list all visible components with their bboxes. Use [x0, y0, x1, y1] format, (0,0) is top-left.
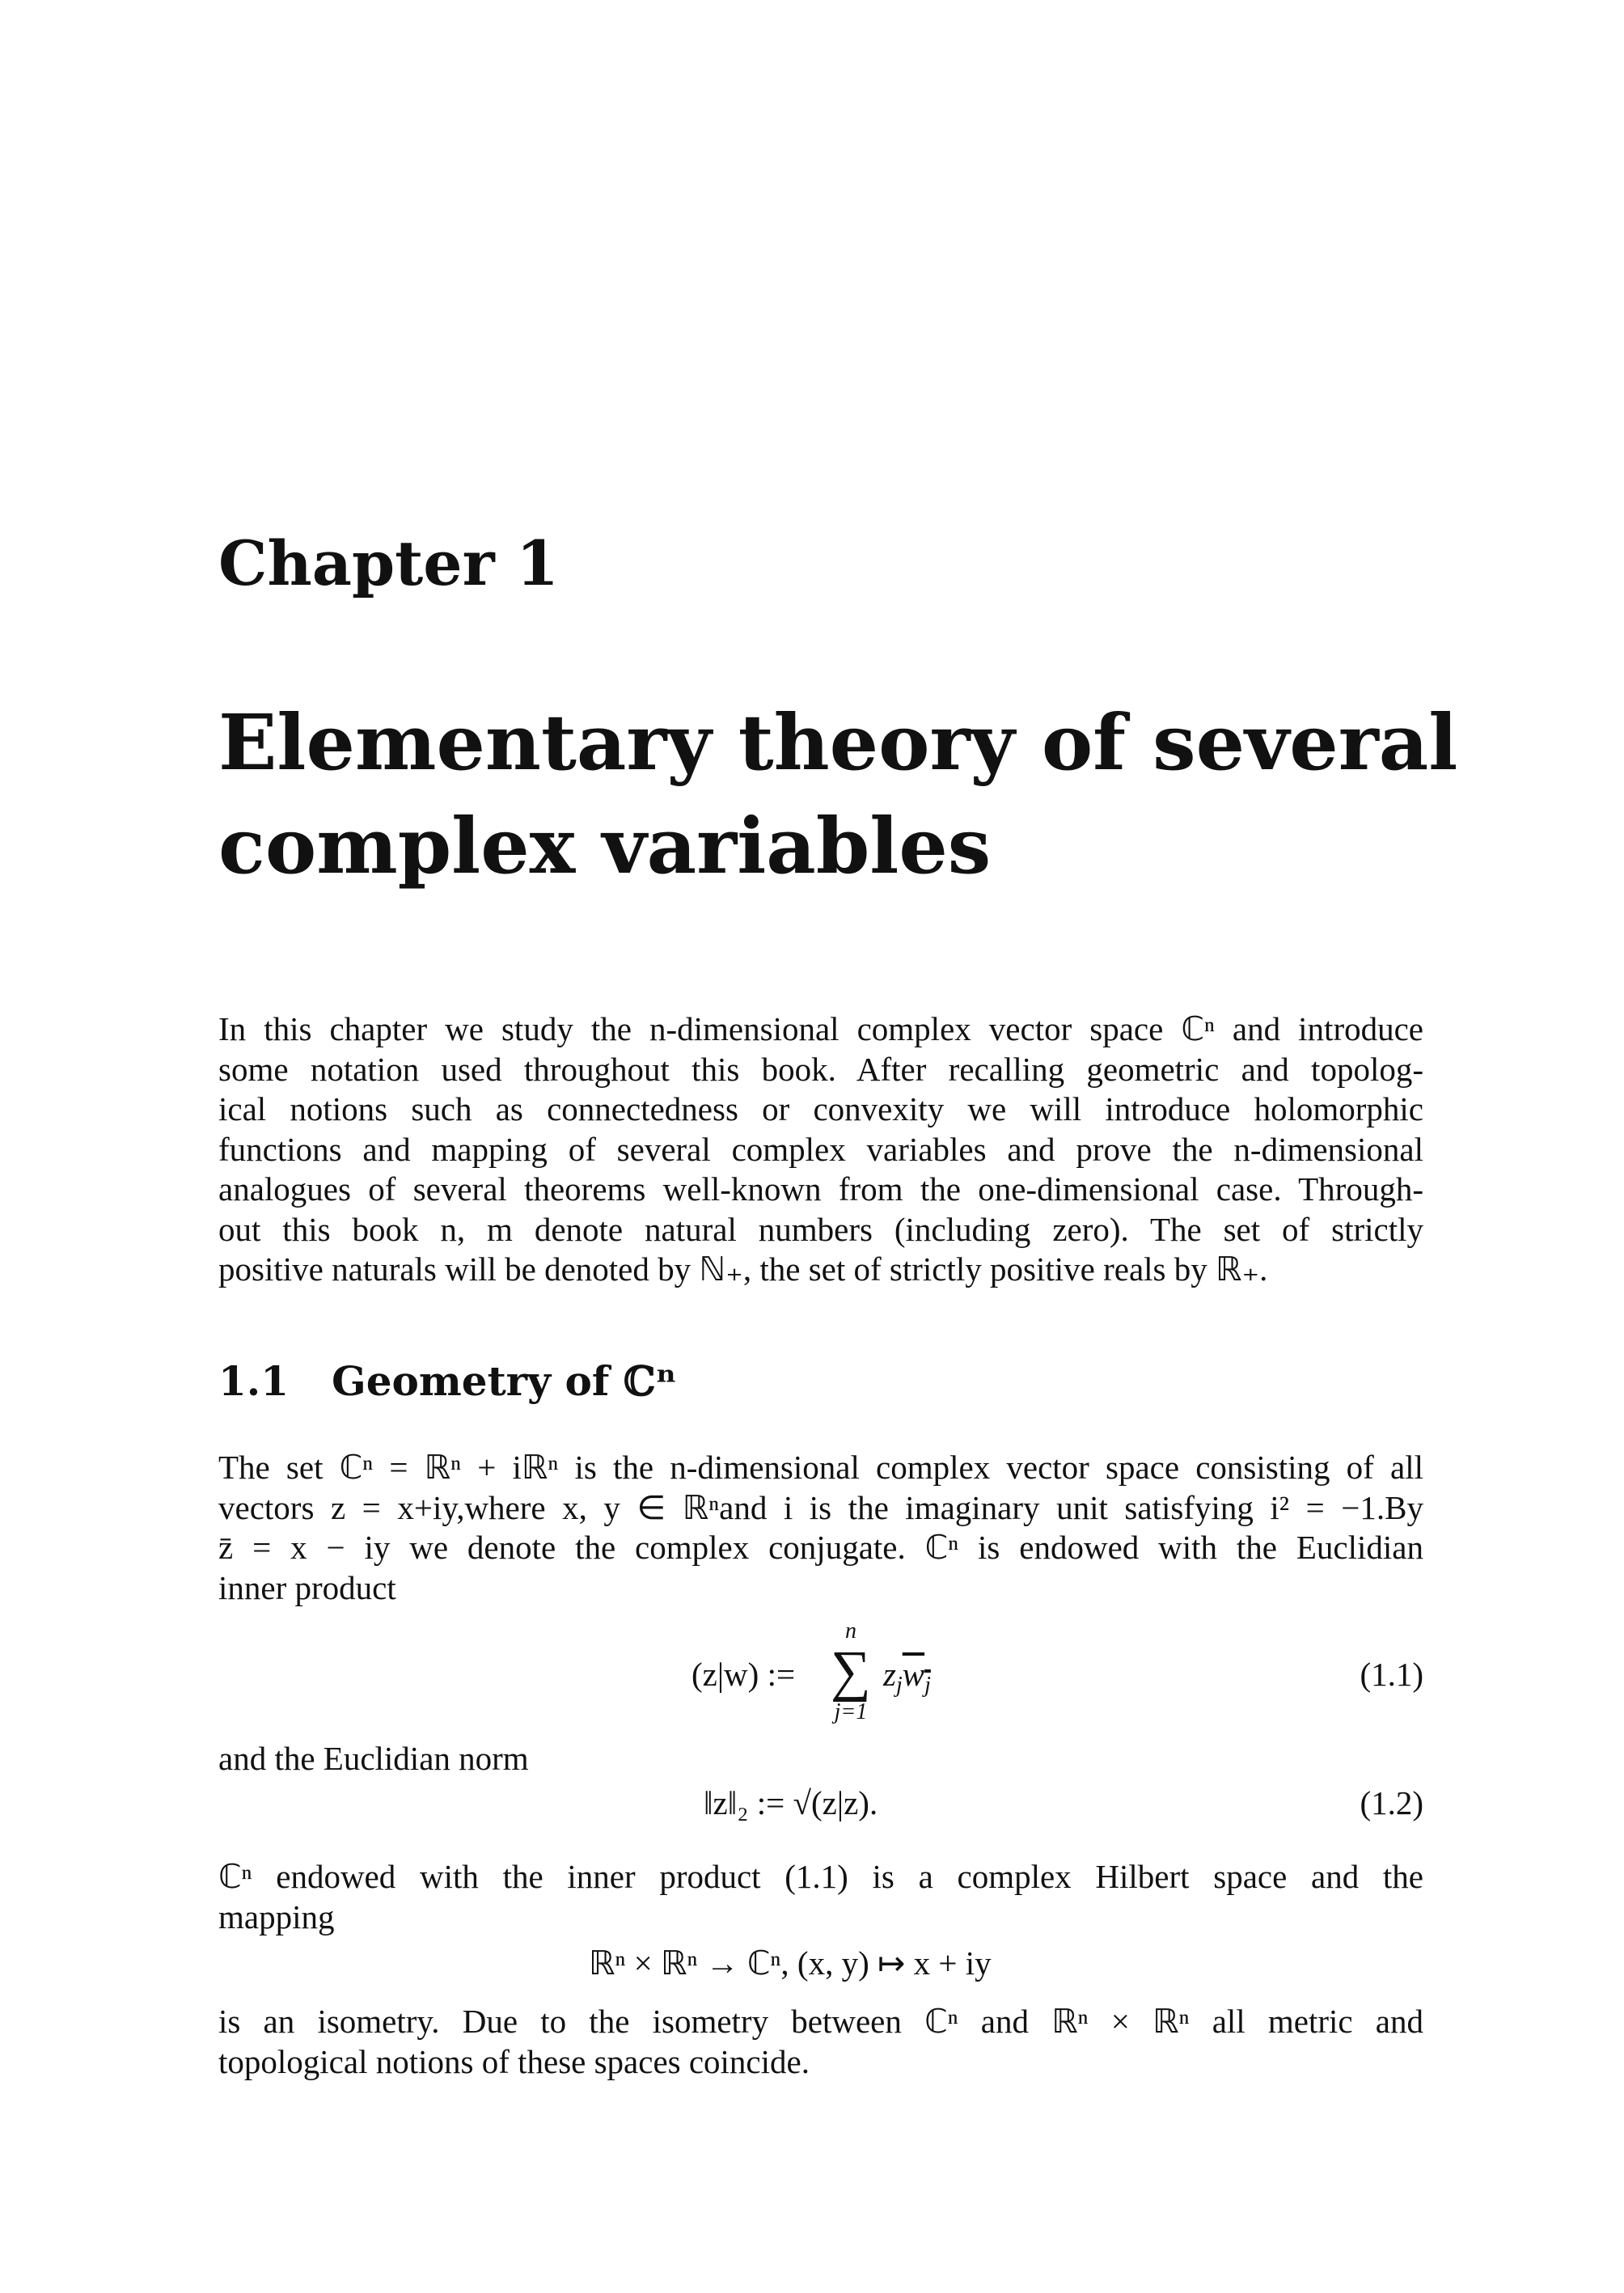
eq1-w-sub: j	[924, 1673, 931, 1698]
intro-paragraph	[218, 1009, 1423, 1290]
eq1-w-bar	[902, 1656, 931, 1698]
intro-line: In this chapter we study the n-dimensional complex vector space ℂⁿ and introduce	[218, 1010, 1423, 1047]
hilbert-line: mapping	[218, 1897, 335, 1936]
intro-line: positive naturals will be denoted by ℕ₊, the set of strictly positive reals by ℝ₊.	[218, 1250, 1268, 1288]
section-line: vectors z = x+iy,where x, y ∈ ℝⁿand i is the imaginary unit satisfying i² = −1.By	[218, 1488, 1423, 1526]
intro-line: functions and mapping of several complex variables and prove the n-dimensional	[218, 1130, 1423, 1168]
section-paragraph	[218, 1448, 1423, 1608]
equation-1-2	[218, 1783, 1423, 1832]
intro-line: some notation used throughout this book. After recalling geometric and topolog-	[218, 1050, 1423, 1088]
equation-1-1	[218, 1618, 1423, 1731]
hilbert-line: ℂⁿ endowed with the inner product (1.1) is a complex Hilbert space and the	[218, 1858, 1423, 1895]
eq1-sigma: ∑	[831, 1640, 871, 1703]
eq1-lower-limit: j=1	[834, 1699, 868, 1724]
section-line: The set ℂⁿ = ℝⁿ + iℝⁿ is the n-dimensional complex vector space consisting of all	[218, 1449, 1423, 1486]
norm-intro-line: and the Euclidian norm	[218, 1740, 529, 1777]
eq1-upper-limit: n	[845, 1618, 856, 1644]
section-line: inner product	[218, 1568, 396, 1606]
eq1-lhs: (z|w) :=	[691, 1656, 796, 1693]
hilbert-paragraph	[218, 1857, 1423, 1937]
eq1-number: (1.1)	[1360, 1656, 1423, 1693]
eq2-number: (1.2)	[1360, 1784, 1423, 1821]
section-title: Geometry of ℂⁿ	[332, 1357, 677, 1405]
section-number: 1.1	[218, 1357, 289, 1405]
section-heading	[218, 1357, 677, 1406]
section-line: z̄ = x − iy we denote the complex conjugate. ℂⁿ is endowed with the Euclidian	[218, 1529, 1423, 1566]
intro-line: ical notions such as connectedness or convexity we will introduce holomorphic	[218, 1090, 1423, 1127]
chapter-title-line: Elementary theory of several	[218, 698, 1458, 788]
norm-intro	[218, 1739, 1423, 1779]
eq1-z-sub: j	[895, 1673, 903, 1698]
intro-line: out this book n, m denote natural numbers (including zero). The set of strictly	[218, 1210, 1423, 1248]
chapter-label: Chapter 1	[218, 527, 559, 599]
chapter-title	[218, 692, 1458, 899]
eq1-w: w	[902, 1656, 925, 1693]
final-line: topological notions of these spaces coincide.	[218, 2042, 810, 2080]
eq1-rhs	[883, 1655, 931, 1699]
mapping-display	[218, 1944, 1423, 1988]
final-line: is an isometry. Due to the isometry between ℂⁿ and ℝⁿ × ℝⁿ all metric and	[218, 2003, 1423, 2040]
final-paragraph	[218, 2002, 1423, 2082]
chapter-title-line: complex variables	[218, 802, 992, 891]
eq1-summation	[827, 1619, 875, 1724]
eq1-z: z	[883, 1656, 896, 1693]
eq2-body: ‖z‖₂ := √(z|z).	[704, 1784, 878, 1821]
mapping-formula: ℝⁿ × ℝⁿ → ℂⁿ, (x, y) ↦ x + iy	[589, 1944, 992, 1982]
intro-line: analogues of several theorems well-known from the one-dimensional case. Through-	[218, 1170, 1423, 1208]
